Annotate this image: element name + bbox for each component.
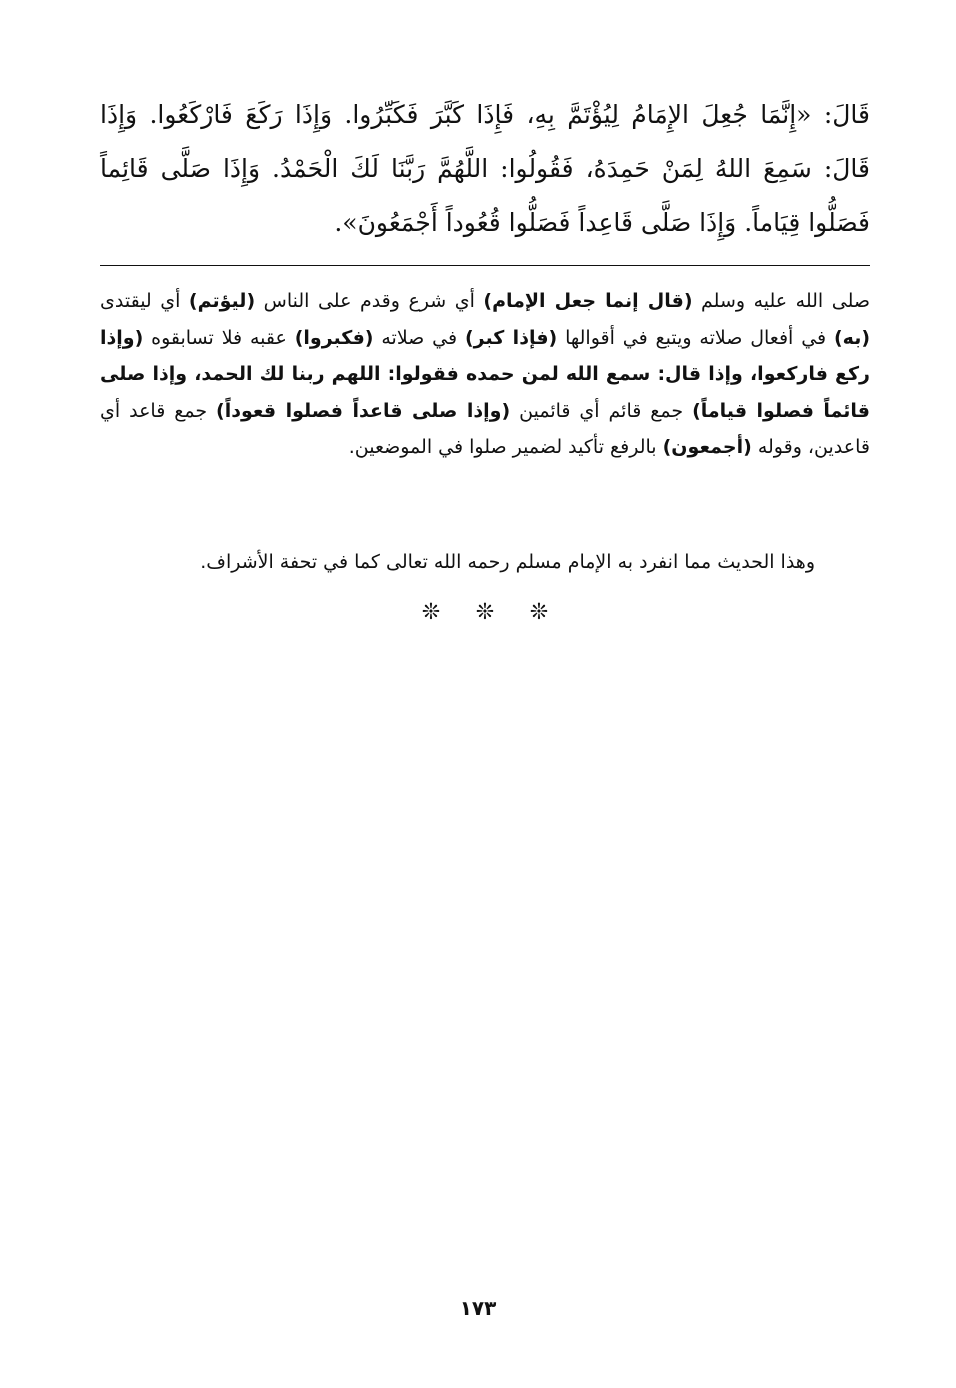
commentary-text: في أفعال صلاته ويتبع في أقوالها <box>557 326 834 349</box>
commentary-text: جمع قاعد أي قاعدين، وقوله <box>100 399 870 458</box>
commentary-quote: (وإذا ركع فاركعوا، وإذا قال: سمع الله لمن حمده فقولوا: اللهم ربنا لك الحمد، وإذا صلى قائماً فصلوا قياماً) <box>100 326 870 422</box>
commentary-text: صلى الله عليه وسلم <box>692 290 870 312</box>
commentary-text: أي شرع وقدم على الناس <box>255 290 484 312</box>
commentary-paragraph <box>100 283 870 466</box>
commentary-quote: (أجمعون) <box>662 436 752 458</box>
commentary-text: في صلاته <box>373 326 465 349</box>
asterism-icon: ❊ <box>475 600 495 625</box>
commentary-text: عقبه فلا تسابقوه <box>143 326 295 349</box>
commentary-text: أي ليقتدى <box>100 290 189 312</box>
section-separator <box>420 598 550 628</box>
commentary-quote: (وإذا صلى قاعداً فصلوا قعوداً) <box>216 399 511 422</box>
commentary-quote: (فإذا كبر) <box>464 326 558 349</box>
commentary-quote: (ليؤتم) <box>188 290 256 312</box>
commentary-quote: (قال إنما جعل الإمام) <box>483 290 693 312</box>
asterism-icon: ❊ <box>529 600 549 625</box>
page-number: ١٧٣ <box>459 1296 497 1320</box>
commentary-text: بالرفع تأكيد لضمير صلوا في الموضعين. <box>348 436 663 458</box>
source-note: وهذا الحديث مما انفرد به الإمام مسلم رحمه الله تعالى كما في تحفة الأشراف. <box>200 551 815 573</box>
commentary-quote: (به) <box>833 326 871 349</box>
footnote-divider <box>100 265 870 266</box>
commentary-quote: (فكبروا) <box>294 326 374 349</box>
hadith-text: قَالَ: «إِنَّمَا جُعِلَ الإِمَامُ لِيُؤْتَمَّ بِهِ، فَإِذَا كَبَّرَ فَكَبِّرُوا. وَإِذَا رَكَعَ فَارْكَعُوا. وَإِذَا قَالَ: سَمِعَ اللهُ لِمَنْ حَمِدَهُ، فَقُولُوا: اللَّهُمَّ رَبَّنَا لَكَ الْحَمْدُ. وَإِذَا صَلَّى قَائِماً فَصَلُّوا قِيَاماً. وَإِذَا صَلَّى قَاعِداً فَصَلُّوا قُعُوداً أَجْمَعُونَ». <box>100 100 870 237</box>
asterism-icon: ❊ <box>421 600 441 625</box>
commentary-text: جمع قائم أي قائمين <box>510 399 693 422</box>
